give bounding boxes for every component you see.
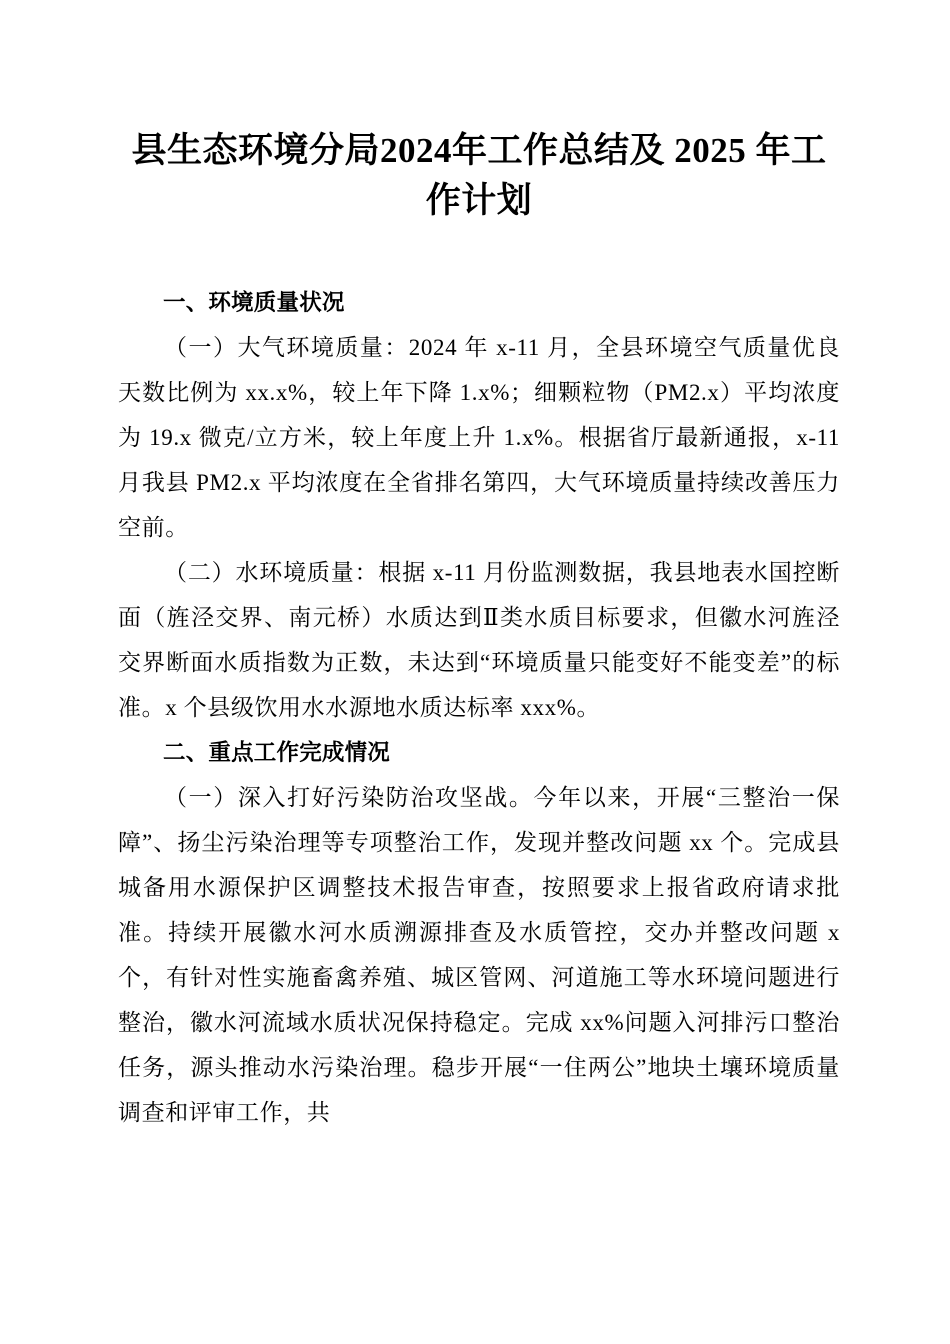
section-heading-1: 一、环境质量状况 [163,290,345,315]
section-heading-2: 二、重点工作完成情况 [163,740,391,765]
paragraph-1-1: （一）大气环境质量：2024 年 x-11 月，全县环境空气质量优良天数比例为 xx.x%，较上年下降 1.x%；细颗粒物（PM2.x）平均浓度为 19.x 微克/立方米，较上年度上升 1.x%。根据省厅最新通报，x-11 月我县 PM2.x 平均浓度在全省排名第四，大气环境质量持续改善压力空前。 [118,335,840,540]
document-body [118,0,840,1135]
page-title: 县生态环境分局2024年工作总结及 2025 年工作计划 [131,131,827,220]
paragraph-1-2: （二）水环境质量：根据 x-11 月份监测数据，我县地表水国控断面（旌泾交界、南元桥）水质达到Ⅱ类水质目标要求，但徽水河旌泾交界断面水质指数为正数，未达到“环境质量只能变好不能变差”的标准。x 个县级饮用水水源地水质达标率 xxx%。 [118,560,840,720]
paragraph-2-1: （一）深入打好污染防治攻坚战。今年以来，开展“三整治一保障”、扬尘污染治理等专项整治工作，发现并整改问题 xx 个。完成县城备用水源保护区调整技术报告审查，按照要求上报省政府请求批准。持续开展徽水河水质溯源排查及水质管控，交办并整改问题 x 个，有针对性实施畜禽养殖、城区管网、河道施工等水环境问题进行整治，徽水河流域水质状况保持稳定。完成 xx%问题入河排污口整治任务，源头推动水污染治理。稳步开展“一住两公”地块土壤环境质量调查和评审工作，共 [118,785,840,1125]
title-spacer [118,226,840,280]
